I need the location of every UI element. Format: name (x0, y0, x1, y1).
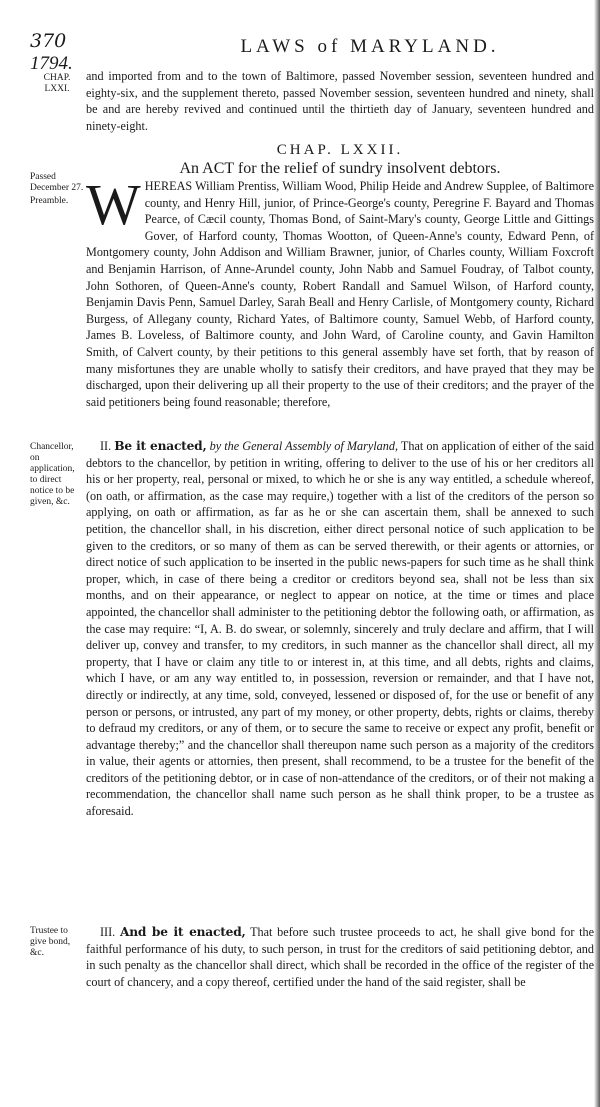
running-title: LAWS of MARYLAND. (240, 36, 500, 57)
page-header (30, 30, 590, 74)
section-3-enacting-clause: And be it enacted, (119, 925, 246, 939)
section-2-enacting-clause: Be it enacted, (114, 439, 207, 453)
section-2-authority: by the General Assembly of Maryland, (209, 439, 398, 453)
section-3-number: III. (100, 925, 116, 939)
year: 1794. (30, 53, 73, 74)
margin-note-trustee: Trustee to give bond, &c. (30, 926, 71, 958)
section-2-text: That on application of either of the said debtors to the chancellor, by petition in writing, offering to deliver to the use of his or her creditors all his or her property, real, personal or mixed, to which he or she is any way entitled, a schedule whereof, (on oath, or affirmation, as the case may require,) together with a list of the creditors of the person so applying, on oath or affirmation, as far as he or she can ascertain them, shall be annexed to such petition, the chancellor shall, in his discretion, either direct personal notice of such application to be given to the creditors, or so many of them as can be served therewith, or their agents or attornies, or direct notice of such application to be inserted in the public news-papers for such time as he shall think proper, which, in case of there being a creditor or creditors beyond sea, shall not be less than six months, and on their appearance, or neglect to appear on notice, at the time or times and place appointed, the chancellor shall administer to the petitioning debtor the following oath, or affirmation, as the case may require: “I, A. B. do swear, or solemnly, sincerely and truly declare and affirm, that I will deliver up, convey and transfer, to my creditors, in such manner as the chancellor shall direct, all my property, that I have or claim any title to or interest in, at this time, and all debts, rights and claims, which I have, or am any way entitled to, in possession, reversion or remainder, and that I have not, directly or indirectly, at any time, sold, conveyed, lessened or disposed of, for the use or benefit of any person or persons, or intrusted, any part of my money, or other property, debts, rights or claims, thereby to defraud my creditors, or any of them, or to secure the same to receive or expect any profit, benefit or advantage thereby;” and the chancellor shall thereupon name such person as a majority of the creditors in value, their agents or attornies, then present, shall recommend, to be a trustee for the benefit of the creditors of the petitioning debtor, or in case of non-attendance of the creditors, or of their not making a recommendation, the chancellor shall name such person as he shall think proper, to be a trustee as aforesaid. (86, 439, 594, 819)
margin-chap-number: LXXI. (44, 84, 70, 94)
scan-edge-shadow (594, 0, 600, 1107)
drop-cap: W (86, 172, 141, 237)
section-2-paragraph (86, 438, 594, 820)
section-2-number: II. (100, 439, 112, 453)
act-title: An ACT for the relief of sundry insolvent debtors. (179, 160, 501, 177)
margin-note-chancellor: Chancellor, on application, to direct notice to be given, &c. (30, 442, 75, 507)
chapter-heading: CHAP. LXXII. (276, 142, 404, 158)
section-3-text: That before such trustee proceeds to act, he shall give bond for the faithful performance of his duty, to such person, in trust for the creditors of said petitioning debtor, and in such penalty as the chancellor shall direct, which shall be recorded in the office of the register of the court of chancery, and a copy thereof, certified under the hand of the said register, shall be (86, 925, 594, 989)
page-number: 370 (30, 30, 67, 52)
section-3-paragraph (86, 924, 594, 990)
margin-note-preamble: Preamble. (30, 196, 69, 206)
continuation-paragraph: and imported from and to the town of Baltimore, passed November session, seventeen hundred and eighty-six, and the supplement thereto, passed November session, seventeen hundred and ninety, shall be and are hereby revived and continued until the thirtieth day of January, seventeen hundred and ninety-eight. (86, 69, 594, 133)
margin-chap-label: CHAP. (43, 73, 71, 83)
margin-note-chap-prev (30, 73, 84, 95)
preamble-paragraph (86, 172, 594, 410)
preamble-text: HEREAS William Prentiss, William Wood, Philip Heide and Andrew Supplee, of Baltimore county, and Henry Hill, junior, of Prince-George's county, Peregrine F. Bayard and Thomas Pearce, of Cæcil county, Thomas Bond, of Saint-Mary's county, George Little and Gittings Gover, of Harford county, Thomas Wootton, of Queen-Anne's county, Edward Penn, of Montgomery county, John Addison and William Brawner, junior, of Charles county, William Foxcroft and Benjamin Harrison, of Anne-Arundel county, John Nabb and Samuel Foudray, of Talbot county, John Sothoren, of Queen-Anne's county, Robert Randall and Samuel Wilson, of Harford county, Benjamin Davis Penn, Samuel Darley, Sarah Beall and Henry Carlisle, of Montgomery county, Richard Burgess, of Allegany county, Richard Yates, of Baltimore county, Samuel Webb, of Harford county, James B. Loveless, of Baltimore county, and John Ward, of Caroline county, and Gavin Hamilton Smith, of Calvert county, by their petitions to this general assembly have set forth, that by reason of many misfortunes they are unable wholly to satisfy their creditors, and have prayed that they may be discharged, upon their delivering up all their property to the use of their creditors; and the prayer of the said petitioners being found reasonable; therefore, (86, 179, 594, 409)
margin-note-passed: Passed December 27. (30, 172, 84, 193)
folio (30, 30, 73, 75)
